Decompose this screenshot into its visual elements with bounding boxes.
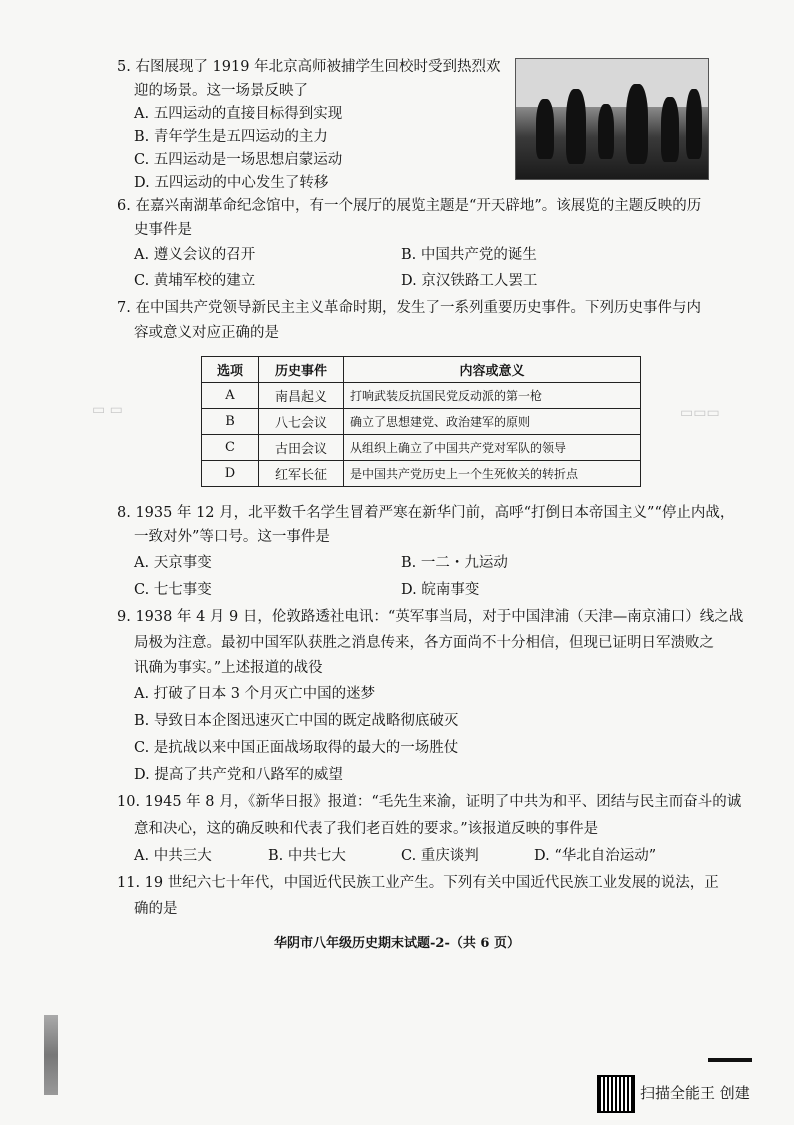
q8-stem-line-2: 一致对外”等口号。这一事件是: [134, 529, 330, 545]
table-cell: 八七会议: [259, 409, 344, 435]
q9-stem-line-1: 9. 1938 年 4 月 9 日，伦敦路透社电讯：“英军事当局，对于中国津浦（天津—南京浦口）线之战: [117, 609, 744, 625]
q5-stem-line-1: 5. 右图展现了 1919 年北京高师被捕学生回校时受到热烈欢: [117, 59, 501, 75]
q6-option-d: D. 京汉铁路工人罢工: [401, 273, 538, 289]
table-cell: 从组织上确立了中国共产党对军队的领导: [344, 435, 641, 461]
q10-option-d: D. “华北自治运动”: [534, 848, 657, 864]
scan-edge-shadow: [44, 1015, 58, 1095]
table-row: [202, 409, 641, 435]
table-cell: 确立了思想建党、政治建军的原则: [344, 409, 641, 435]
page-footer: 华阴市八年级历史期末试题-2-（共 6 页）: [274, 936, 520, 951]
q9-option-d: D. 提高了共产党和八路军的威望: [134, 767, 343, 783]
table-cell: B: [202, 409, 259, 435]
q11-stem-line-2: 确的是: [134, 901, 178, 917]
q9-option-b: B. 导致日本企图迅速灭亡中国的既定战略彻底破灭: [134, 713, 459, 729]
table-cell: C: [202, 435, 259, 461]
table-row: [202, 461, 641, 487]
q6-option-c: C. 黄埔军校的建立: [134, 273, 256, 289]
table-row: [202, 435, 641, 461]
q5-option-d: D. 五四运动的中心发生了转移: [134, 175, 329, 191]
q10-option-c: C. 重庆谈判: [401, 848, 479, 864]
table-cell: 南昌起义: [259, 383, 344, 409]
table-header: 历史事件: [259, 357, 344, 383]
table-row: [202, 383, 641, 409]
q10-option-b: B. 中共七大: [268, 848, 346, 864]
q6-stem-line-2: 史事件是: [134, 222, 192, 238]
table-cell: 红军长征: [259, 461, 344, 487]
scanner-brand-label: 扫描全能王 创建: [640, 1084, 750, 1102]
q10-stem-line-1: 10. 1945 年 8 月，《新华日报》报道：“毛先生来渝，证明了中共为和平、团结与民主而奋斗的诚: [117, 794, 742, 810]
table-cell: 古田会议: [259, 435, 344, 461]
table-cell: 打响武装反抗国民党反动派的第一枪: [344, 383, 641, 409]
q8-option-c: C. 七七事变: [134, 582, 212, 598]
q10-stem-line-2: 意和决心，这的确反映和代表了我们老百姓的要求。”该报道反映的事件是: [134, 821, 599, 837]
table-header: 内容或意义: [344, 357, 641, 383]
q8-option-d: D. 皖南事变: [401, 582, 480, 598]
q9-stem-line-3: 讯确为事实。”上述报道的战役: [134, 660, 323, 676]
table-cell: D: [202, 461, 259, 487]
historical-photo: [515, 58, 709, 180]
events-table: [201, 356, 641, 487]
q6-option-a: A. 遵义会议的召开: [134, 247, 256, 263]
table-header-row: [202, 357, 641, 383]
q5-option-b: B. 青年学生是五四运动的主力: [134, 129, 328, 145]
scan-dash-mark: [708, 1058, 752, 1062]
q8-option-b: B. 一二・九运动: [401, 555, 508, 571]
q9-stem-line-2: 局极为注意。最初中国军队获胜之消息传来，各方面尚不十分相信，但现已证明日军溃败之: [134, 635, 714, 651]
q5-option-a: A. 五四运动的直接目标得到实现: [134, 106, 343, 122]
q10-option-a: A. 中共三大: [134, 848, 212, 864]
q6-stem-line-1: 6. 在嘉兴南湖革命纪念馆中，有一个展厅的展览主题是“开天辟地”。该展览的主题反映的历: [117, 198, 702, 214]
bleed-through-mark: ▭ ▭: [92, 402, 123, 418]
q7-stem-line-1: 7. 在中国共产党领导新民主主义革命时期，发生了一系列重要历史事件。下列历史事件与内: [117, 300, 701, 316]
q6-option-b: B. 中国共产党的诞生: [401, 247, 537, 263]
q7-stem-line-2: 容或意义对应正确的是: [134, 325, 279, 341]
bleed-through-mark: ▭▭▭: [680, 405, 720, 421]
table-cell: 是中国共产党历史上一个生死攸关的转折点: [344, 461, 641, 487]
q9-option-a: A. 打破了日本 3 个月灭亡中国的迷梦: [134, 686, 376, 702]
q5-stem-line-2: 迎的场景。这一场景反映了: [134, 83, 308, 99]
qr-code-icon: [597, 1075, 635, 1113]
q8-option-a: A. 天京事变: [134, 555, 212, 571]
q8-stem-line-1: 8. 1935 年 12 月，北平数千名学生冒着严寒在新华门前，高呼“打倒日本帝国主义”“停止内战，: [117, 505, 735, 521]
q11-stem-line-1: 11. 19 世纪六七十年代，中国近代民族工业产生。下列有关中国近代民族工业发展的说法，正: [117, 875, 719, 891]
table-cell: A: [202, 383, 259, 409]
table-header: 选项: [202, 357, 259, 383]
q5-option-c: C. 五四运动是一场思想启蒙运动: [134, 152, 343, 168]
q9-option-c: C. 是抗战以来中国正面战场取得的最大的一场胜仗: [134, 740, 459, 756]
